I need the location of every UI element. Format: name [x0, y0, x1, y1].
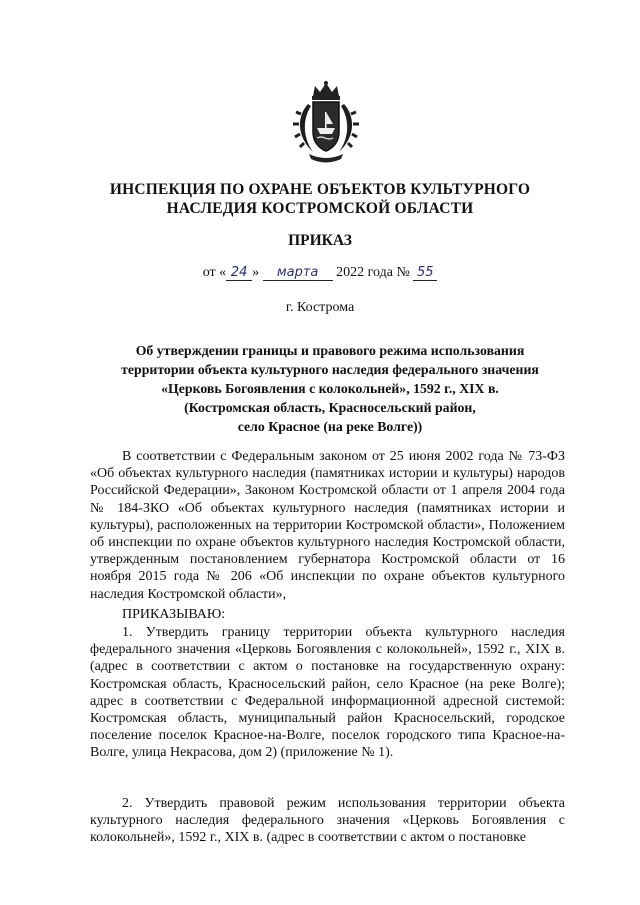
date-prefix: от «	[202, 265, 227, 280]
date-mid: »	[252, 265, 260, 280]
preamble-text: В соответствии с Федеральным законом от 25 июня 2002 года № 73-ФЗ «Об объектах культурного наследия (памятниках истории и культуры) народов Российской Федерации», Законом Костромской области от 1 апреля 2004 года № 184-ЗКО «Об объектах культурного наследия (памятниках истории и культуры), расположенных на территории Костромской области», Положением об инспекции по охране объектов культурного наследия Костромской области, утвержденным постановлением губернатора Костромской области от 16 ноября 2015 года № 206 «Об инспекции по охране объектов культурного наследия Костромской области»,	[90, 449, 565, 602]
item-1-text: 1. Утвердить границу территории объекта культурного наследия федерального значения «Церковь Богоявления с колокольней», 1592 г., XIX в. (адрес в соответствии с актом о постановке на государственную охрану: Костромская область, Красносельский район, село Красное (на реке Волге); адрес в соответствии с Федеральной информационной адресной системой: Костромская область, муниципальный район Красносельский, городское поселение поселок Красное-на-Волге, поселок городского типа Красное-на-Волге, улица Некрасова, дом 2) (приложение № 1).	[90, 625, 565, 761]
item-1-paragraph	[90, 624, 565, 762]
title-line: территории объекта культурного наследия федерального значения	[121, 362, 539, 377]
item-2-text: 2. Утвердить правовой режим использования территории объекта культурного наследия федерального значения «Церковь Богоявления с колокольней», 1592 г., XIX в. (адрес в соответствии с актом о постановке	[90, 796, 565, 846]
document-type: ПРИКАЗ	[288, 232, 352, 249]
title-line: «Церковь Богоявления с колокольней», 1592 г., XIX в.	[161, 381, 499, 396]
title-line: Об утверждении границы и правового режима использования	[135, 343, 525, 358]
title-line: село Красное (на реке Волге))	[237, 419, 423, 434]
order-word: ПРИКАЗЫВАЮ:	[122, 607, 226, 622]
organization-name-line-1: ИНСПЕКЦИЯ ПО ОХРАНЕ ОБЪЕКТОВ КУЛЬТУРНОГО	[109, 181, 531, 198]
title-line: (Костромская область, Красносельский район,	[184, 400, 476, 415]
date-suffix: 2022 года №	[336, 265, 410, 280]
organization-name-line-2: НАСЛЕДИЯ КОСТРОМСКОЙ ОБЛАСТИ	[166, 200, 474, 217]
date-day: 24	[226, 265, 252, 281]
order-title	[100, 341, 560, 436]
date-month: марта	[263, 265, 333, 281]
coat-of-arms-emblem	[291, 80, 361, 164]
city: г. Кострома	[285, 300, 355, 315]
item-2-paragraph	[90, 795, 565, 847]
order-number: 55	[413, 265, 437, 281]
date-and-number-line	[0, 265, 640, 281]
preamble-paragraph	[90, 448, 565, 603]
